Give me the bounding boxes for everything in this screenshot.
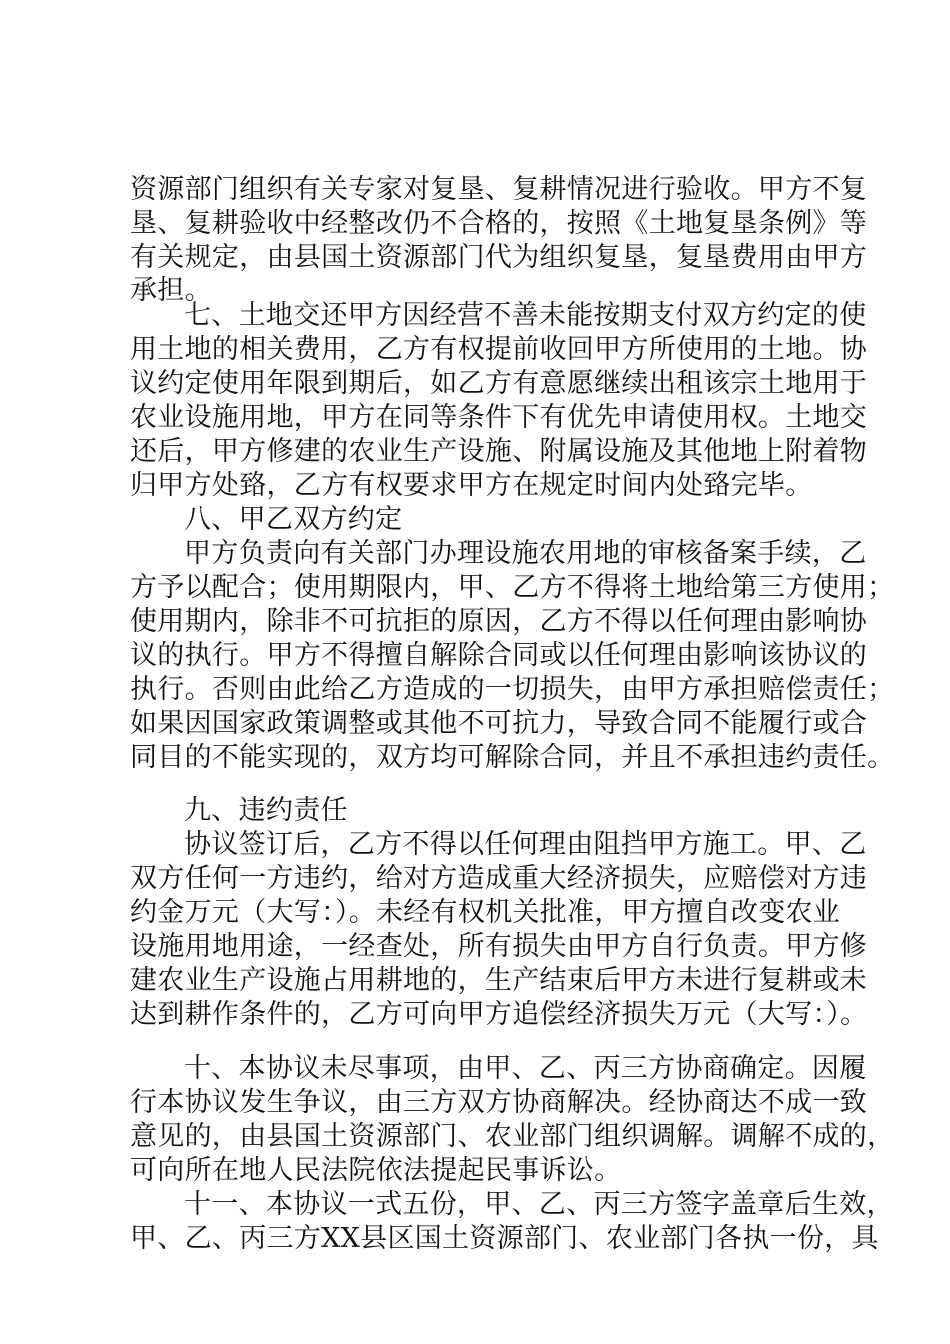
paragraph-line: 行本协议发生争议，由三方双方协商解决。经协商达不成一致 xyxy=(130,1087,868,1118)
paragraph-line: 甲方负责向有关部门办理设施农用地的审核备案手续，乙 xyxy=(184,538,867,569)
section-8-heading: 八、甲乙双方约定 xyxy=(184,504,403,535)
paragraph-line: 意见的，由县国土资源部门、农业部门组织调解。调解不成的， xyxy=(130,1121,895,1152)
paragraph-line: 同目的不能实现的，双方均可解除合同，并且不承担违约责任。 xyxy=(130,742,895,773)
paragraph-line: 达到耕作条件的，乙方可向甲方追偿经济损失万元（大写：）。 xyxy=(130,999,868,1030)
paragraph-line: 垦、复耕验收中经整改仍不合格的，按照《土地复垦条例》等 xyxy=(130,208,868,239)
paragraph-line: 甲、乙、丙三方XX县区国土资源部门、农业部门各执一份，具 xyxy=(130,1223,879,1254)
paragraph-line: 执行。否则由此给乙方造成的一切损失，由甲方承担赔偿责任； xyxy=(130,674,895,705)
paragraph-line: 有关规定，由县国土资源部门代为组织复垦，复垦费用由甲方 xyxy=(130,242,868,273)
paragraph-line: 用土地的相关费用，乙方有权提前收回甲方所使用的土地。协 xyxy=(130,334,868,365)
paragraph-line: 双方任何一方违约，给对方造成重大经济损失，应赔偿对方违 xyxy=(130,863,868,894)
paragraph-line: 建农业生产设施占用耕地的，生产结束后甲方未进行复耕或未 xyxy=(130,965,868,996)
paragraph-line: 约金万元（大写：）。未经有权机关批准，甲方擅自改变农业 xyxy=(130,897,841,928)
paragraph-line: 协议签订后，乙方不得以任何理由阻挡甲方施工。甲、乙 xyxy=(184,829,867,860)
section-10-line: 十、本协议未尽事项，由甲、乙、丙三方协商确定。因履 xyxy=(184,1053,867,1084)
section-9-heading: 九、违约责任 xyxy=(184,795,348,826)
paragraph-line: 承担。 xyxy=(130,275,212,306)
paragraph-line: 资源部门组织有关专家对复垦、复耕情况进行验收。甲方不复 xyxy=(130,174,868,205)
paragraph-line: 使用期内，除非不可抗拒的原因，乙方不得以任何理由影响协 xyxy=(130,606,868,637)
paragraph-line: 如果因国家政策调整或其他不可抗力，导致合同不能履行或合 xyxy=(130,708,868,739)
section-11-line: 十一、本协议一式五份，甲、乙、丙三方签字盖章后生效， xyxy=(184,1189,894,1220)
section-7-line: 七、土地交还甲方因经营不善未能按期支付双方约定的使 xyxy=(184,300,867,331)
paragraph-line: 议的执行。甲方不得擅自解除合同或以任何理由影响该协议的 xyxy=(130,640,868,671)
paragraph-line: 可向所在地人民法院依法提起民事诉讼。 xyxy=(130,1155,622,1186)
paragraph-line: 设施用地用途，一经查处，所有损失由甲方自行负责。甲方修 xyxy=(130,931,868,962)
paragraph-line: 归甲方处臵，乙方有权要求甲方在规定时间内处臵完毕。 xyxy=(130,470,813,501)
paragraph-line: 议约定使用年限到期后，如乙方有意愿继续出租该宗土地用于 xyxy=(130,368,868,399)
paragraph-line: 还后，甲方修建的农业生产设施、附属设施及其他地上附着物 xyxy=(130,436,868,467)
paragraph-line: 农业设施用地，甲方在同等条件下有优先申请使用权。土地交 xyxy=(130,402,868,433)
paragraph-line: 方予以配合；使用期限内，甲、乙方不得将土地给第三方使用； xyxy=(130,572,895,603)
